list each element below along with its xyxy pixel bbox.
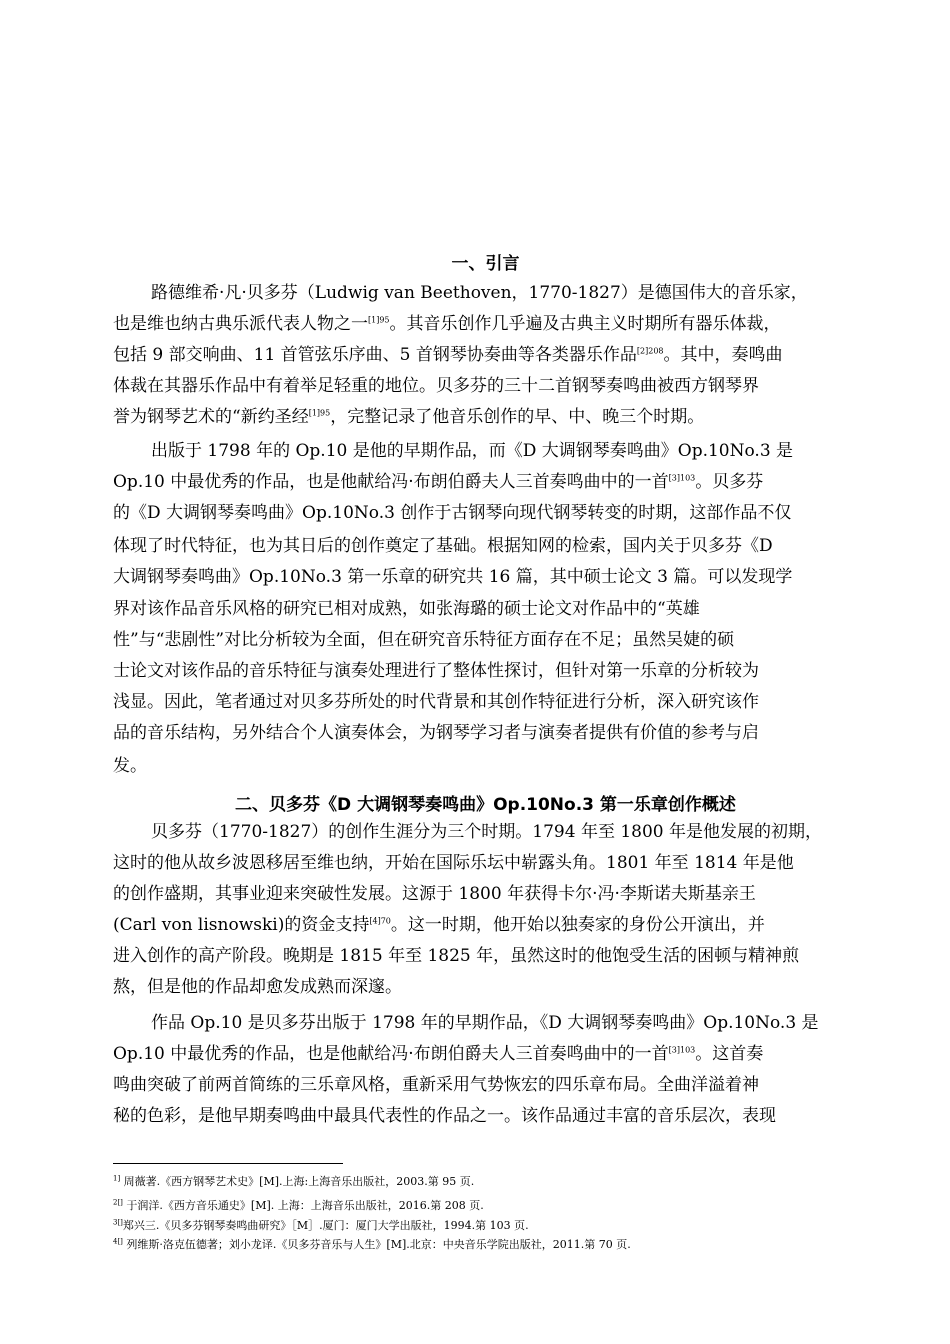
paragraph-line: 贝多芬（1770-1827）的创作生涯分为三个时期。1794 年至 1800 年是他发展的初期， (151, 822, 823, 842)
footnote-mark: 3[] (113, 1219, 123, 1227)
footnote-mark: 4[] (113, 1238, 123, 1246)
paragraph-line: (Carl von lisnowski)的资金支持$^{[4]70}$。这一时期，他开始以独奏家的身份公开演出，并 (113, 915, 765, 935)
paragraph-line: 路德维希·凡·贝多芬（Ludwig van Beethoven，1770-1827）是德国伟大的音乐家， (151, 283, 808, 303)
paragraph-line: 品的音乐结构，另外结合个人演奏体会，为钢琴学习者与演奏者提供有价值的参考与启 (113, 723, 759, 743)
footnote: $^{3[]}$郑兴三.《贝多芬钢琴奏鸣曲研究》［M］.厦门：厦门大学出版社，1994.第 103 页. (113, 1219, 529, 1232)
footnote: $^{1]}$ 周薇著.《西方钢琴艺术史》[M].上海:上海音乐出版社，2003.第 95 页. (113, 1175, 475, 1188)
section-heading-introduction: 一、引言 (451, 254, 520, 274)
footnote-separator (113, 1163, 343, 1164)
paragraph-line: 也是维也纳古典乐派代表人物之一$^{[1]95}$。其音乐创作几乎遍及古典主义时期所有器乐体裁， (113, 314, 781, 334)
footnote: $^{4[]}$ 列维斯·洛克伍德著；刘小龙译.《贝多芬音乐与人生》[M].北京：中央音乐学院出版社，2011.第 70 页. (113, 1238, 631, 1251)
paragraph-line: 发。 (113, 756, 147, 776)
paragraph-line: 大调钢琴奏鸣曲》Op.10No.3 第一乐章的研究共 16 篇，其中硕士论文 3 篇。可以发现学 (113, 567, 793, 587)
footnote-mark: 2[] (113, 1199, 123, 1207)
footnote-mark: 1] (113, 1175, 121, 1183)
citation: [2]208 (636, 346, 664, 356)
citation: [3]103 (668, 473, 696, 483)
citation: [3]103 (668, 1045, 696, 1055)
paragraph-line: 秘的色彩，是他早期奏鸣曲中最具代表性的作品之一。该作品通过丰富的音乐层次，表现 (113, 1106, 776, 1126)
paragraph-line: Op.10 中最优秀的作品，也是他献给冯·布朗伯爵夫人三首奏鸣曲中的一首$^{[3]103}$。贝多芬 (113, 472, 764, 492)
citation: [4]70 (369, 916, 391, 926)
paragraph-line: 界对该作品音乐风格的研究已相对成熟，如张海璐的硕士论文对作品中的“英雄 (113, 599, 700, 619)
paragraph-line: 性”与“悲剧性”对比分析较为全面，但在研究音乐特征方面存在不足；虽然吴婕的硕 (113, 630, 735, 650)
section-heading-creation-overview: 二、贝多芬《D 大调钢琴奏鸣曲》Op.10No.3 第一乐章创作概述 (235, 795, 736, 815)
paragraph-line: 包括 9 部交响曲、11 首管弦乐序曲、5 首钢琴协奏曲等各类器乐作品$^{[2]208}$。其中，奏鸣曲 (113, 345, 783, 365)
paragraph-line: 士论文对该作品的音乐特征与演奏处理进行了整体性探讨，但针对第一乐章的分析较为 (113, 661, 759, 681)
paragraph-line: 的《D 大调钢琴奏鸣曲》Op.10No.3 创作于古钢琴向现代钢琴转变的时期，这部作品不仅 (113, 503, 792, 523)
paragraph-line: 的创作盛期，其事业迎来突破性发展。这源于 1800 年获得卡尔·冯·李斯诺夫斯基亲王 (113, 884, 756, 904)
paragraph-line: 鸣曲突破了前两首简练的三乐章风格，重新采用气势恢宏的四乐章布局。全曲洋溢着神 (113, 1075, 759, 1095)
paragraph-line: 这时的他从故乡波恩移居至维也纳，开始在国际乐坛中崭露头角。1801 年至 1814 年是他 (113, 853, 794, 873)
paragraph-line: 熬，但是他的作品却愈发成熟而深邃。 (113, 977, 402, 997)
paragraph-line: 体现了时代特征，也为其日后的创作奠定了基础。根据知网的检索，国内关于贝多芬《D (113, 536, 773, 556)
paragraph-line: 体裁在其器乐作品中有着举足轻重的地位。贝多芬的三十二首钢琴奏鸣曲被西方钢琴界 (113, 376, 759, 396)
paragraph-line: Op.10 中最优秀的作品，也是他献给冯·布朗伯爵夫人三首奏鸣曲中的一首$^{[3]103}$。这首奏 (113, 1044, 764, 1064)
paragraph-line: 出版于 1798 年的 Op.10 是他的早期作品，而《D 大调钢琴奏鸣曲》Op.10No.3 是 (151, 441, 794, 461)
paragraph-line: 浅显。因此，笔者通过对贝多芬所处的时代背景和其创作特征进行分析，深入研究该作 (113, 692, 759, 712)
paragraph-line: 作品 Op.10 是贝多芬出版于 1798 年的早期作品，《D 大调钢琴奏鸣曲》Op.10No.3 是 (151, 1013, 819, 1033)
footnote: $^{2[]}$ 于润洋.《西方音乐通史》[M]. 上海：上海音乐出版社，2016.第 208 页. (113, 1199, 484, 1212)
citation: [1]95 (308, 408, 331, 418)
paragraph-line: 誉为钢琴艺术的“新约圣经$^{[1]95}$，完整记录了他音乐创作的早、中、晚三个时期。 (113, 407, 705, 427)
paragraph-line: 进入创作的高产阶段。晚期是 1815 年至 1825 年，虽然这时的他饱受生活的困顿与精神煎 (113, 946, 800, 966)
citation: [1]95 (368, 315, 390, 325)
